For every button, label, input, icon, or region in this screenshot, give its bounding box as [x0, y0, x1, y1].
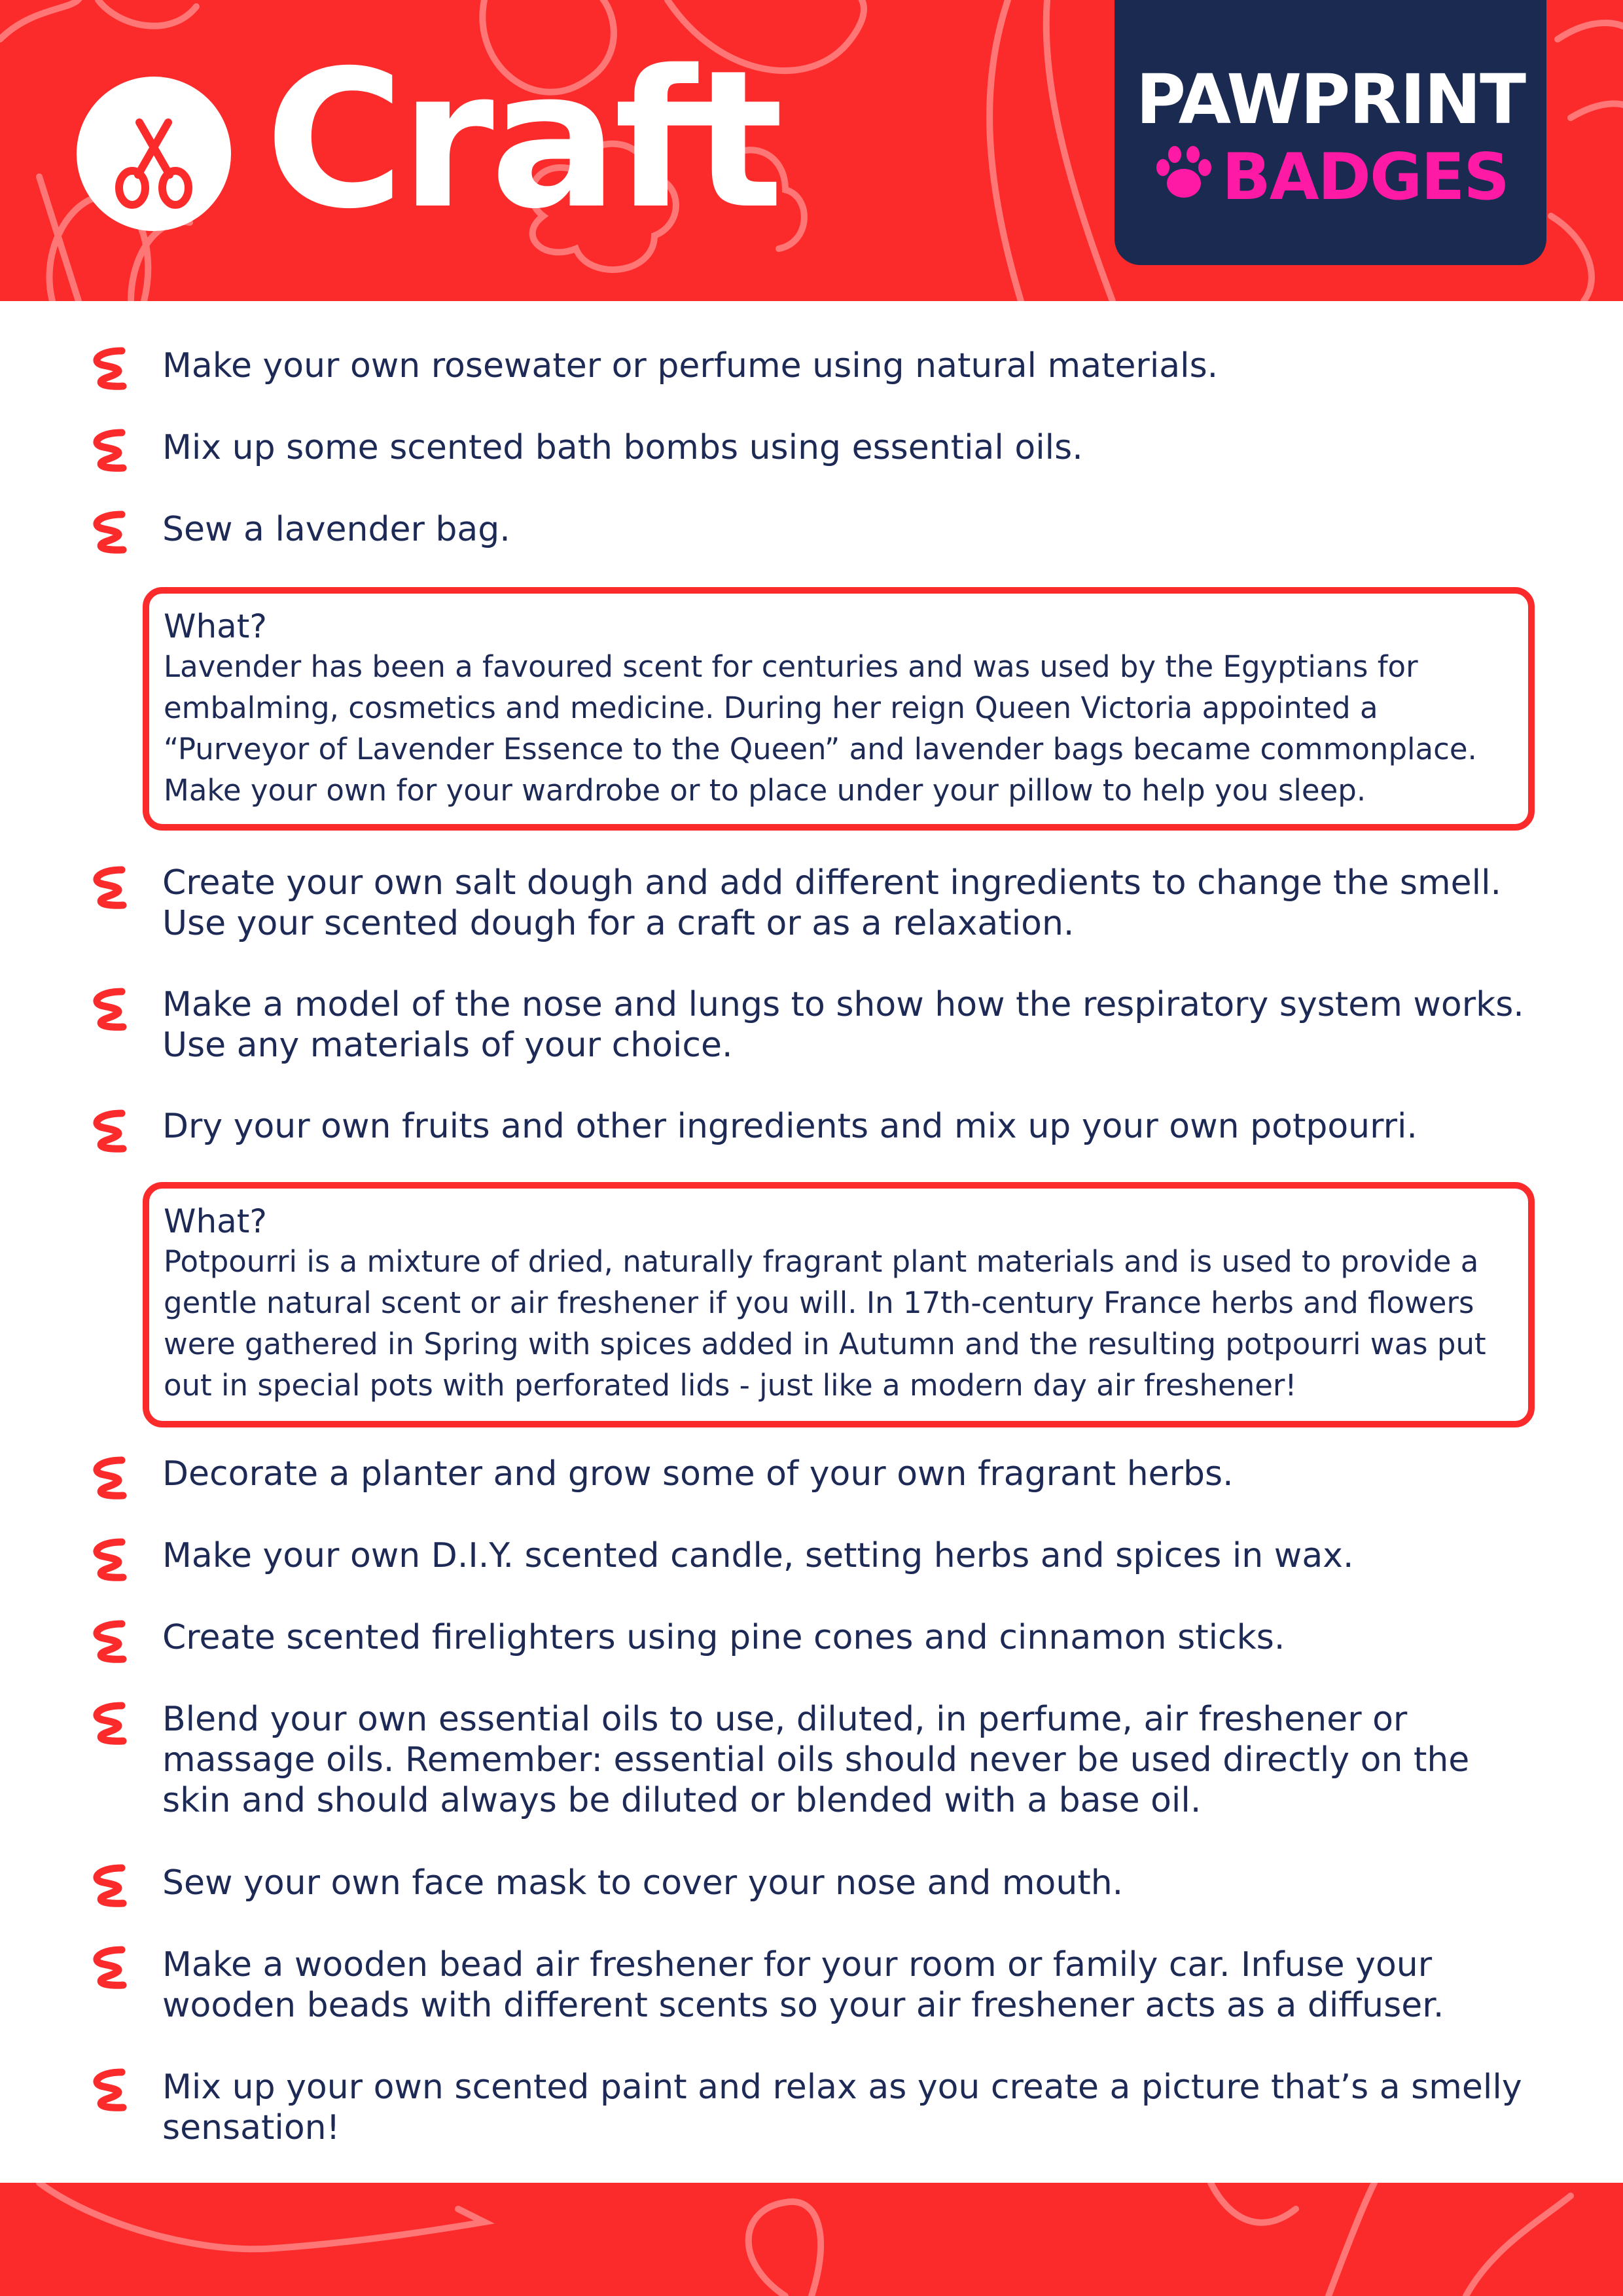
list-item: Dry your own fruits and other ingredients and mix up your own potpourri.	[162, 1107, 1418, 1146]
squiggle-icon	[84, 507, 136, 559]
squiggle-icon	[84, 1942, 136, 1994]
paw-icon	[1152, 145, 1215, 202]
list-item: Mix up your own scented paint and relax as you create a picture that’s a smelly sensation!	[162, 2068, 1522, 2147]
squiggle-icon	[84, 1105, 136, 1158]
info-box-text: Lavender has been a favoured scent for centuries and was used by the Egyptians for embalming, cosmetics and medicine. During her reign Queen Victoria appointed a “Purveyor of Lavender Essence to the Queen” and lavender bags became commonplace. Make your own for your wardrobe or to place under your pillow to help you sleep.	[164, 649, 1477, 808]
list-item: Blend your own essential oils to use, diluted, in perfume, air freshener or massage oils. Remember: essential oils should never be used directly on the skin and should always be diluted or blended with a base oil.	[162, 1700, 1470, 1820]
pawprint-badges-logo	[1115, 0, 1546, 265]
logo-line1: PAWPRINT	[1135, 60, 1525, 139]
squiggle-icon	[84, 862, 136, 914]
logo-line2: BADGES	[1222, 140, 1508, 215]
list-item: Make a model of the nose and lungs to show how the respiratory system works. Use any materials of your choice.	[162, 985, 1524, 1065]
squiggle-icon	[84, 425, 136, 477]
list-item: Create scented firelighters using pine cones and cinnamon sticks.	[162, 1618, 1285, 1657]
squiggle-icon	[84, 343, 136, 395]
squiggle-icon	[84, 1860, 136, 1912]
info-box-text: Potpourri is a mixture of dried, naturally fragrant plant materials and is used to provide a gentle natural scent or air freshener if you will. In 17th-century France herbs and flowers were gathered in Spring with spices added in Autumn and the resulting potpourri was put out in special pots with perforated lids - just like a modern day air freshener!	[164, 1244, 1486, 1403]
list-item: Sew a lavender bag.	[162, 510, 510, 549]
squiggle-icon	[84, 1452, 136, 1505]
list-item: Decorate a planter and grow some of your own fragrant herbs.	[162, 1454, 1234, 1494]
info-box-title: What?	[164, 1202, 267, 1240]
scissors-icon	[77, 77, 231, 231]
info-box	[143, 587, 1535, 831]
list-item: Make a wooden bead air freshener for your room or family car. Infuse your wooden beads with different scents so your air freshener acts as a diffuser.	[162, 1945, 1444, 2025]
footer-banner	[0, 2183, 1623, 2296]
squiggle-icon	[84, 1534, 136, 1587]
list-item: Sew your own face mask to cover your nose and mouth.	[162, 1863, 1124, 1903]
squiggle-icon	[84, 1698, 136, 1750]
squiggle-icon	[84, 1616, 136, 1668]
list-item: Make your own rosewater or perfume using natural materials.	[162, 346, 1219, 386]
logo-line2-row	[1115, 140, 1546, 215]
header-banner	[0, 0, 1623, 301]
list-item: Make your own D.I.Y. scented candle, setting herbs and spices in wax.	[162, 1536, 1354, 1575]
list-item: Create your own salt dough and add different ingredients to change the smell. Use your scented dough for a craft or as a relaxation.	[162, 863, 1502, 943]
squiggle-icon	[84, 2064, 136, 2117]
info-box	[143, 1182, 1535, 1427]
squiggle-icon	[84, 984, 136, 1036]
page-title: Craft	[265, 30, 780, 251]
footer-doodles	[0, 2183, 1623, 2296]
list-item: Mix up some scented bath bombs using essential oils.	[162, 428, 1083, 467]
info-box-title: What?	[164, 607, 267, 645]
